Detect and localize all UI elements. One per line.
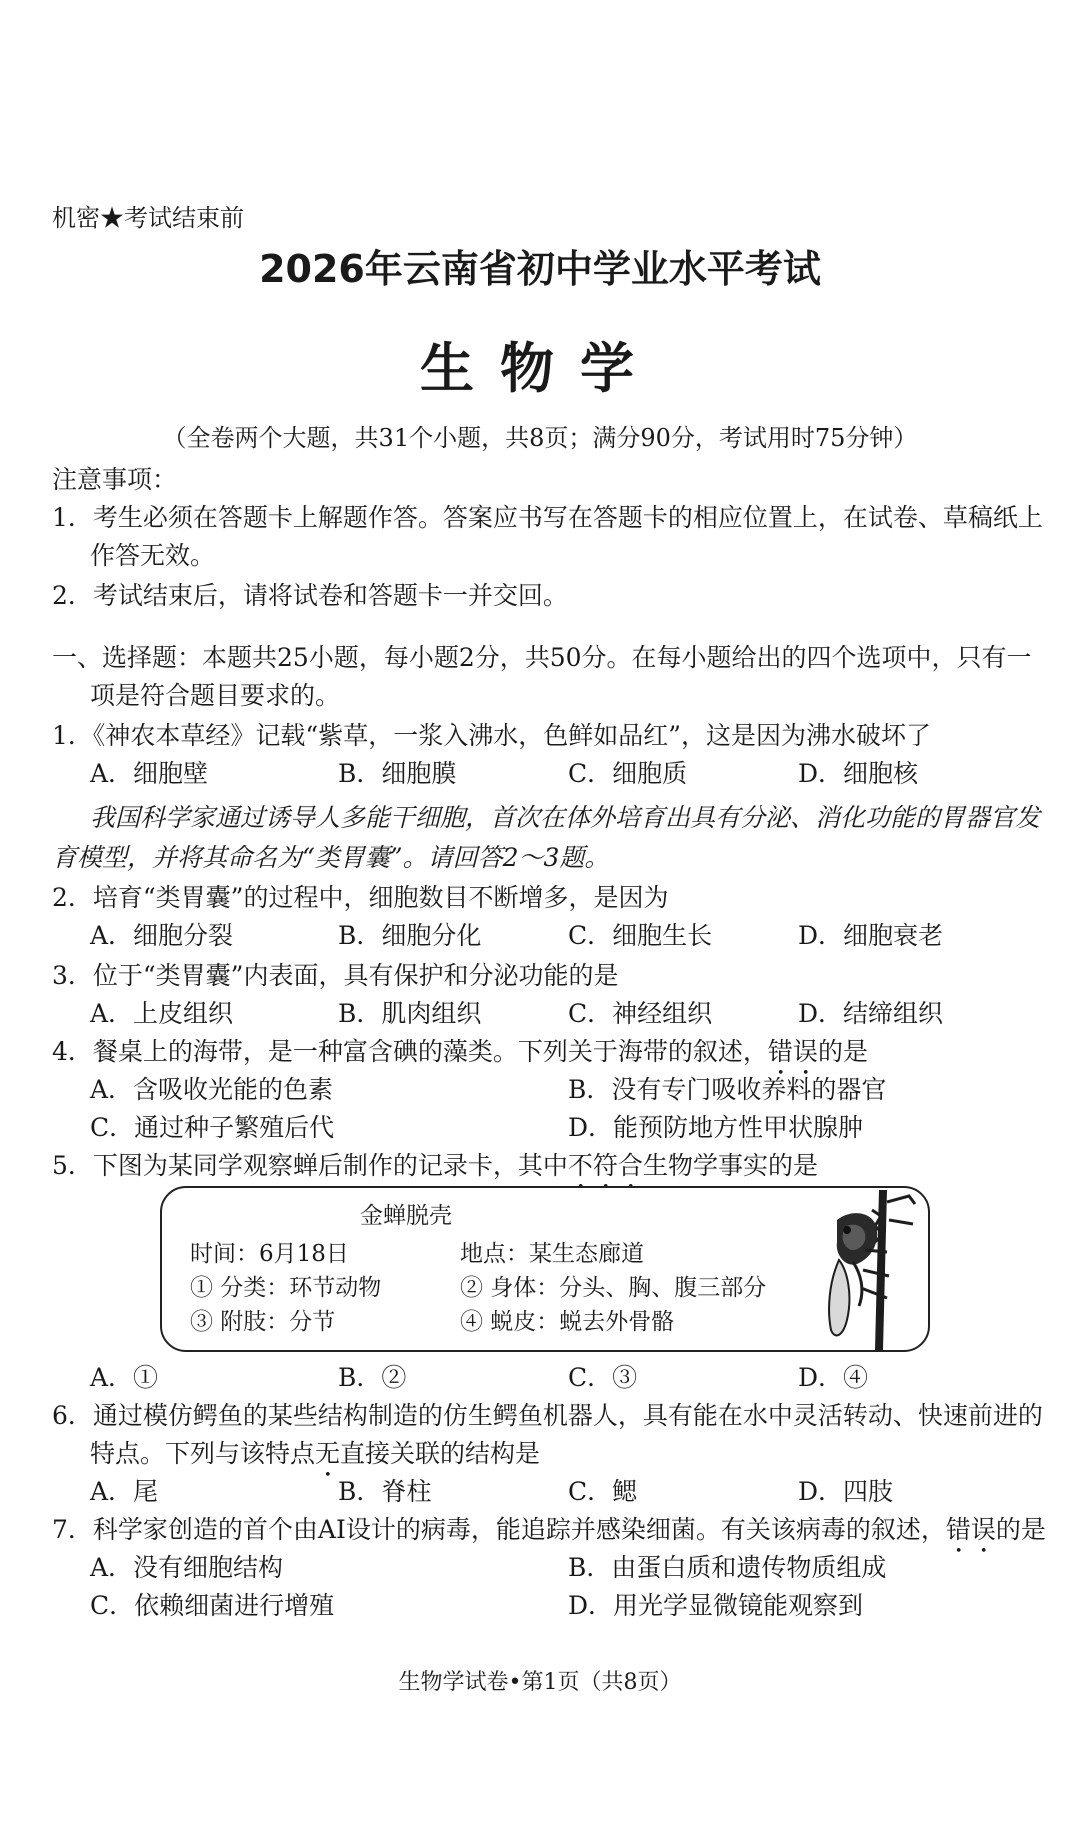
- q3-option-c: C．神经组织: [568, 999, 713, 1028]
- card-time: 时间：6月18日: [190, 1241, 349, 1267]
- q6-option-a: A．尾: [90, 1477, 159, 1506]
- passage-line-1: 我国科学家通过诱导人多能干细胞，首次在体外培育出具有分泌、消化功能的胃器官发: [90, 803, 1041, 832]
- record-card: [160, 1186, 930, 1352]
- q7-option-b: B．由蛋白质和遗传物质组成: [568, 1553, 887, 1582]
- q1-option-b: B．细胞膜: [338, 759, 457, 788]
- q7-option-d: D．用光学显微镜能观察到: [568, 1591, 864, 1620]
- q5-option-c: C．③: [568, 1363, 638, 1392]
- card-item-4: ④ 蜕皮：蜕去外骨骼: [460, 1309, 675, 1335]
- q1-option-d: D．细胞核: [798, 759, 919, 788]
- q4-option-c: C．通过种子繁殖后代: [90, 1113, 335, 1142]
- q6-option-d: D．四肢: [798, 1477, 894, 1506]
- q6-option-c: C．鳃: [568, 1477, 638, 1506]
- q5-stem-emphasis: 不符合: [567, 1151, 643, 1180]
- q5-option-b: B．②: [338, 1363, 407, 1392]
- card-item-3: ③ 附肢：分节: [190, 1309, 336, 1335]
- card-item-1: ① 分类：环节动物: [190, 1275, 382, 1301]
- card-title: 金蝉脱壳: [360, 1203, 452, 1229]
- q7-stem-pre: 7．科学家创造的首个由AI设计的病毒，能追踪并感染细菌。有关该病毒的叙述，: [52, 1515, 946, 1544]
- q7-option-a: A．没有细胞结构: [90, 1553, 284, 1582]
- q7-stem-emphasis: 错误: [945, 1515, 996, 1544]
- card-place: 地点：某生态廊道: [460, 1241, 644, 1267]
- q6-stem-pre: 特点。下列与该特点: [90, 1439, 316, 1468]
- exam-intro: （全卷两个大题，共31个小题，共8页；满分90分，考试用时75分钟）: [162, 424, 918, 452]
- q4-stem-pre: 4．餐桌上的海带，是一种富含碘的藻类。下列关于海带的叙述，: [52, 1037, 768, 1066]
- q6-stem-post: 直接关联的结构是: [340, 1439, 541, 1468]
- q3-option-a: A．上皮组织: [90, 999, 234, 1028]
- q2-option-b: B．细胞分化: [338, 921, 482, 950]
- cicada-shell-image: [817, 1190, 927, 1350]
- q3-option-b: B．肌肉组织: [338, 999, 482, 1028]
- page-footer: 生物学试卷•第1页（共8页）: [398, 1670, 682, 1695]
- q7-option-c: C．依赖细菌进行增殖: [90, 1591, 335, 1620]
- subject-title: 生物学: [420, 337, 660, 400]
- q5-option-a: A．①: [90, 1363, 159, 1392]
- q2-option-d: D．细胞衰老: [798, 921, 944, 950]
- q4-option-b: B．没有专门吸收养料的器官: [568, 1075, 887, 1104]
- question-3-stem: 3．位于“类胃囊”内表面，具有保护和分泌功能的是: [52, 961, 619, 990]
- q2-option-a: A．细胞分裂: [90, 921, 234, 950]
- q4-option-d: D．能预防地方性甲状腺肿: [568, 1113, 864, 1142]
- q4-option-a: A．含吸收光能的色素: [90, 1075, 334, 1104]
- q4-stem-emphasis: 错误: [767, 1037, 818, 1066]
- notice-item-1-cont: 作答无效。: [90, 541, 216, 570]
- question-2-stem: 2．培育“类胃囊”的过程中，细胞数目不断增多，是因为: [52, 883, 669, 912]
- q3-option-d: D．结缔组织: [798, 999, 944, 1028]
- q7-stem-post: 的是: [995, 1515, 1046, 1544]
- section-heading: 一、选择题：本题共25小题，每小题2分，共50分。在每小题给出的四个选项中，只有一: [52, 643, 1032, 672]
- exam-title: 2026年云南省初中学业水平考试: [259, 247, 821, 291]
- notice-heading: 注意事项：: [52, 465, 178, 494]
- q1-option-c: C．细胞质: [568, 759, 688, 788]
- q2-option-c: C．细胞生长: [568, 921, 713, 950]
- q6-stem-emphasis: 无: [315, 1439, 341, 1468]
- question-1-stem: 1．《神农本草经》记载“紫草，一浆入沸水，色鲜如品红”，这是因为沸水破坏了: [52, 721, 931, 750]
- notice-item-2: 2．考试结束后，请将试卷和答题卡一并交回。: [52, 581, 568, 610]
- q6-option-b: B．脊柱: [338, 1477, 432, 1506]
- section-heading-cont: 项是符合题目要求的。: [90, 681, 341, 710]
- q5-option-d: D．④: [798, 1363, 869, 1392]
- card-item-2: ② 身体：分头、胸、腹三部分: [460, 1275, 767, 1301]
- passage-line-2: 育模型，并将其命名为“类胃囊”。请回答2～3题。: [52, 843, 610, 872]
- q5-stem-pre: 5．下图为某同学观察蝉后制作的记录卡，其中: [52, 1151, 568, 1180]
- q5-stem-post: 生物学事实的是: [642, 1151, 818, 1180]
- confidential-label: 机密★考试结束前: [52, 204, 244, 232]
- q4-stem-post: 的是: [817, 1037, 868, 1066]
- q1-option-a: A．细胞壁: [90, 759, 209, 788]
- notice-item-1: 1．考生必须在答题卡上解题作答。答案应书写在答题卡的相应位置上，在试卷、草稿纸上: [52, 503, 1043, 532]
- question-6-stem: 6．通过模仿鳄鱼的某些结构制造的仿生鳄鱼机器人，具有能在水中灵活转动、快速前进的: [52, 1401, 1043, 1430]
